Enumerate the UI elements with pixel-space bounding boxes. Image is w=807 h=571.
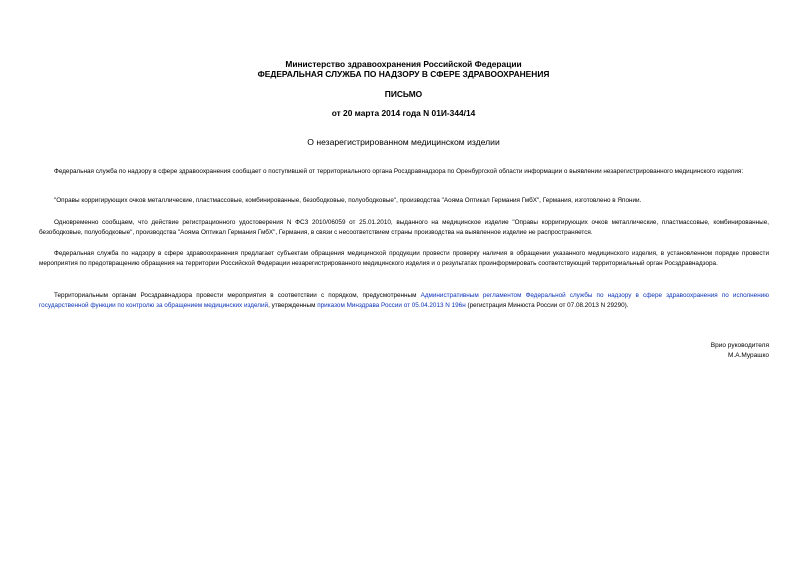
signature-name: М.А.Мурашко bbox=[727, 352, 769, 359]
order-link[interactable]: приказом Минздрава России от 05.04.2013 N 196н bbox=[317, 301, 466, 309]
document-subject: О незарегистрированном медицинском изделии bbox=[307, 137, 500, 147]
paragraph-5-text-c: (регистрация Минюста России от 07.08.2013 N 29290). bbox=[465, 301, 629, 309]
paragraph-4: Федеральная служба по надзору в сфере здравоохранения предлагает субъектам обращения медицинской продукции провести проверку наличия в обращении указанного медицинского изделия, в установленном порядке провести мероприятия по предотвращению обращения на территории Российской Федерации незарегистрированного медицинского изделия и о результатах проинформировать соответствующий территориальный орган Росздравнадзора. bbox=[39, 250, 769, 267]
paragraph-5 bbox=[39, 291, 769, 310]
paragraph-1: Федеральная служба по надзору в сфере здравоохранения сообщает о поступившей от территориального органа Росздравнадзора по Оренбургской области информации о выявлении незарегистрированного медицинского изделия: bbox=[54, 168, 744, 175]
regulation-link[interactable]: Административным регламентом Федеральной службы по надзору в сфере здравоохранения по исполнению государственной функции по контролю за обращением медицинских изделий bbox=[39, 292, 769, 309]
document-date-number: от 20 марта 2014 года N 01И-344/14 bbox=[331, 108, 476, 118]
service-name: ФЕДЕРАЛЬНАЯ СЛУЖБА ПО НАДЗОРУ В СФЕРЕ ЗДРАВООХРАНЕНИЯ bbox=[257, 69, 550, 79]
signature-title: Врио руководителя bbox=[710, 342, 769, 349]
paragraph-3: Одновременно сообщаем, что действие регистрационного удостоверения N ФСЗ 2010/06059 от 25.01.2010, выданного на медицинское изделие "Оправы корригирующих очков металлические, пластмассовые, комбинированные, безободковые, полуободковые", производства "Аояма Оптикал Германия ГмбХ", Германия, в связи с несоответствием страны производства на выявленное изделие не распространяется. bbox=[39, 219, 769, 236]
ministry-name: Министерство здравоохранения Российской Федерации bbox=[285, 59, 522, 69]
paragraph-2: "Оправы корригирующих очков металлические, пластмассовые, комбинированные, безободковые, полуободковые", производства "Аояма Оптикал Германия ГмбХ", Германия, изготовлено в Японии. bbox=[54, 197, 642, 204]
document-type: ПИСЬМО bbox=[384, 89, 423, 99]
paragraph-5-text-b: , утвержденным bbox=[268, 301, 318, 309]
paragraph-5-text-a: Территориальным органам Росздравнадзора провести мероприятия в соответствии с порядком, предусмотренным bbox=[54, 292, 421, 299]
